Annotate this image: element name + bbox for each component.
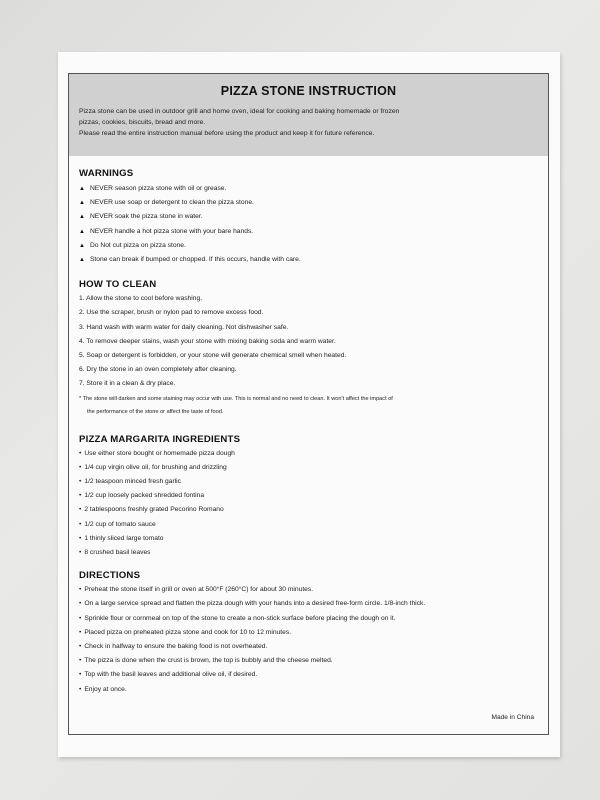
bullet-icon: • [79, 685, 82, 693]
bullet-icon: • [79, 449, 82, 457]
direction-item-text: On a large service spread and flatten the pizza dough with your hands into a desired free-form circle. 1/8-inch thick. [84, 600, 426, 608]
bullet-icon: • [79, 628, 82, 636]
intro-line: Please read the entire instruction manual before using the product and keep it for future reference. [79, 130, 375, 137]
direction-item [79, 597, 538, 611]
ingredient-item [79, 461, 538, 475]
direction-item [79, 626, 538, 640]
warning-triangle-icon: ▲ [79, 186, 85, 192]
direction-item [79, 668, 538, 682]
directions-heading: DIRECTIONS [79, 570, 141, 582]
warnings-heading: WARNINGS [79, 168, 134, 179]
ingredient-item-text: 1/4 cup virgin olive oil, for brushing and drizzling [84, 463, 227, 471]
clean-step-text: 1. Allow the stone to cool before washing. [79, 295, 203, 303]
intro-line: Pizza stone can be used in outdoor grill and home oven, ideal for cooking and baking homemade or frozen [79, 108, 400, 115]
content-frame [68, 73, 549, 735]
clean-step-text: 4. To remove deeper stains, wash your stone with mixing baking soda and warm water. [79, 337, 336, 345]
ingredient-item-text: 1 thinly sliced large tomato [84, 534, 164, 542]
bullet-icon: • [79, 520, 82, 528]
direction-item-text: Sprinkle flour or cornmeal on top of the stone to create a non-stick surface before placing the dough on it. [84, 614, 396, 622]
clean-note: the performance of the stone or affect the taste of food. [87, 408, 224, 415]
bullet-icon: • [79, 534, 82, 542]
warning-triangle-icon: ▲ [79, 228, 85, 235]
warning-item [79, 253, 538, 267]
bullet-icon: • [79, 549, 82, 557]
clean-step [79, 292, 538, 306]
clean-note: * The stone will darken and some staining may occur with use. This is normal and no need to clean. It won't affect the impact of [79, 395, 393, 402]
clean-step-text: 7. Store it in a clean & dry place. [79, 380, 176, 388]
clean-step-text: 2. Use the scraper, brush or nylon pad to remove excess food. [79, 309, 264, 317]
warning-item [79, 239, 538, 253]
clean-step [79, 321, 538, 335]
ingredient-item [79, 489, 538, 503]
clean-step [79, 377, 538, 391]
direction-item-text: The pizza is done when the crust is brown, the top is bubbly and the cheese melted. [84, 657, 333, 665]
bullet-icon: • [79, 492, 82, 500]
clean-heading: HOW TO CLEAN [79, 279, 157, 291]
bullet-icon: • [79, 643, 82, 651]
ingredient-item-text: 1/2 cup loosely packed shredded fontina [84, 492, 205, 500]
instruction-sheet [58, 52, 560, 757]
clean-step [79, 335, 538, 349]
ingredient-item-text: 8 crushed basil leaves [84, 549, 151, 557]
ingredients-list [79, 447, 538, 561]
ingredient-item-text: 2 tablespoons freshly grated Pecorino Romano [84, 506, 224, 514]
bullet-icon: • [79, 657, 82, 665]
direction-item [79, 683, 538, 697]
bullet-icon: • [79, 671, 82, 679]
ingredient-item [79, 546, 538, 560]
warning-item [79, 182, 538, 196]
clean-step-text: 6. Dry the stone in an oven completely after cleaning. [79, 366, 237, 374]
warning-triangle-icon: ▲ [79, 242, 85, 249]
bullet-icon: • [79, 600, 82, 608]
clean-steps-list [79, 292, 538, 391]
clean-step [79, 363, 538, 377]
warning-item [79, 196, 538, 210]
warning-item [79, 210, 538, 224]
direction-item-text: Check in halfway to ensure the baking food is not overheated. [84, 643, 268, 651]
direction-item-text: Placed pizza on preheated pizza stone and cook for 10 to 12 minutes. [84, 628, 292, 636]
ingredient-item [79, 503, 538, 517]
warning-item-text: Do Not cut pizza on pizza stone. [89, 241, 186, 249]
direction-item [79, 612, 538, 626]
warning-item-text: NEVER soak the pizza stone in water. [89, 213, 203, 221]
ingredient-item-text: Use either store bought or homemade pizza dough [84, 449, 235, 457]
direction-item [79, 654, 538, 668]
ingredient-item [79, 532, 538, 546]
bullet-icon: • [79, 463, 82, 471]
warning-triangle-icon: ▲ [79, 257, 85, 264]
bullet-icon: • [79, 478, 82, 486]
intro-line: pizzas, cookies, biscuits, bread and more. [79, 119, 206, 126]
warning-item-text: NEVER handle a hot pizza stone with your bare hands. [89, 227, 254, 235]
made-in-label: Made in China [491, 714, 534, 721]
clean-step [79, 349, 538, 363]
sheet-body [69, 168, 548, 697]
warning-item-text: Stone can break if bumped or chopped. If this occurs, handle with care. [89, 256, 301, 264]
direction-item [79, 583, 538, 597]
ingredient-item-text: 1/2 teaspoon minced fresh garlic [84, 478, 181, 486]
warning-triangle-icon: ▲ [79, 214, 85, 221]
direction-item [79, 640, 538, 654]
ingredient-item-text: 1/2 cup of tomato sauce [84, 520, 156, 528]
warning-item [79, 225, 538, 239]
clean-step-text: 5. Soap or detergent is forbidden, or your stone will generate chemical smell when heated. [79, 352, 347, 360]
ingredients-heading: PIZZA MARGARITA INGREDIENTS [79, 433, 241, 445]
direction-item-text: Enjoy at once. [84, 685, 127, 693]
bullet-icon: • [79, 614, 82, 622]
ingredient-item [79, 447, 538, 461]
bullet-icon: • [79, 586, 82, 594]
page-title: PIZZA STONE INSTRUCTION [220, 84, 397, 98]
clean-step [79, 306, 538, 320]
bullet-icon: • [79, 506, 82, 514]
warning-item-text: NEVER season pizza stone with oil or grease. [89, 185, 227, 192]
warning-triangle-icon: ▲ [79, 200, 85, 207]
header-band [69, 74, 548, 156]
clean-step-text: 3. Hand wash with warm water for daily cleaning. Not dishwasher safe. [79, 323, 289, 331]
warnings-list [79, 182, 538, 267]
direction-item-text: Preheat the stone itself in grill or oven at 500°F (260°C) for about 30 minutes. [84, 586, 314, 594]
warning-item-text: NEVER use soap or detergent to clean the pizza stone. [89, 199, 254, 207]
directions-list [79, 583, 538, 697]
ingredient-item [79, 518, 538, 532]
ingredient-item [79, 475, 538, 489]
direction-item-text: Top with the basil leaves and additional olive oil, if desired. [84, 671, 258, 679]
